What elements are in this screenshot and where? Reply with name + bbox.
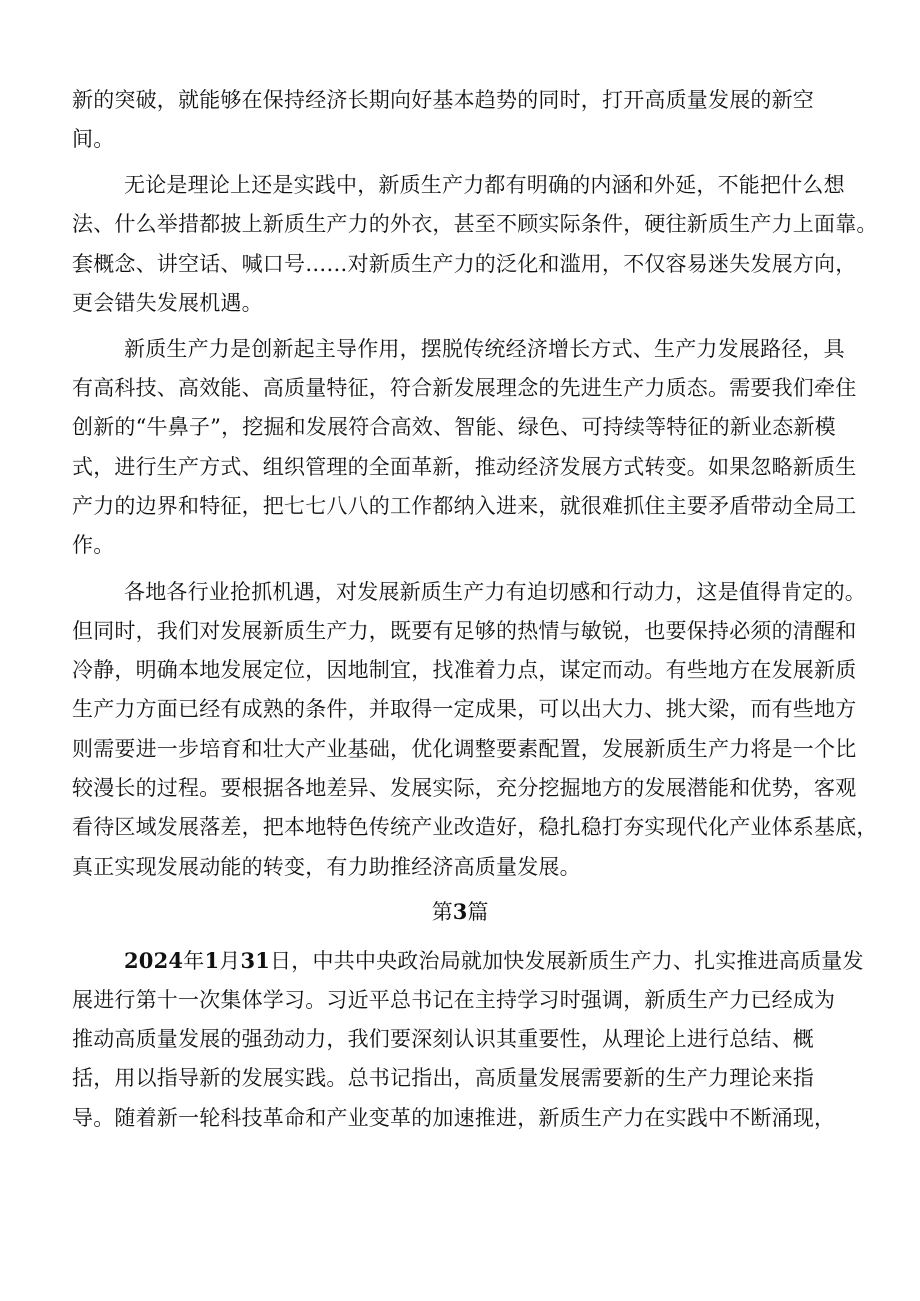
section-heading xyxy=(0,898,920,926)
date-day: 31 xyxy=(240,948,271,973)
paragraph-3-line-6: 作。 xyxy=(72,533,115,557)
paragraph-2-line-1: 无论是理论上还是实践中，新质生产力都有明确的内涵和外延，不能把什么想 xyxy=(124,173,845,197)
paragraph-4-line-4: 生产力方面已经有成熟的条件，并取得一定成果，可以出大力、挑大梁，而有些地方 xyxy=(72,697,857,721)
paragraph-4-line-2: 但同时，我们对发展新质生产力，既要有足够的热情与敏锐，也要保持必须的清醒和 xyxy=(72,619,857,643)
paragraph-3-line-2: 有高科技、高效能、高质量特征，符合新发展理念的先进生产力质态。需要我们牵住 xyxy=(72,376,857,400)
paragraph-1-line-2: 间。 xyxy=(72,127,115,151)
paragraph-3-line-4: 式，进行生产方式、组织管理的全面革新，推动经济发展方式转变。如果忽略新质生 xyxy=(72,455,857,479)
paragraph-2-line-4: 更会错失发展机遇。 xyxy=(72,291,263,315)
paragraph-4-line-7: 看待区域发展落差，把本地特色传统产业改造好，稳扎稳打夯实现代化产业体系基底， xyxy=(72,815,878,839)
paragraph-5-line-4: 括，用以指导新的发展实践。总书记指出，高质量发展需要新的生产力理论来指 xyxy=(72,1066,814,1090)
paragraph-4-line-1: 各地各行业抢抓机遇，对发展新质生产力有迫切感和行动力，这是值得肯定的。 xyxy=(124,580,866,604)
paragraph-1-line-1: 新的突破，就能够在保持经济长期向好基本趋势的同时，打开高质量发展的新空 xyxy=(72,88,814,112)
date-year-unit: 年 xyxy=(183,949,205,973)
paragraph-3-line-1: 新质生产力是创新起主导作用，摆脱传统经济增长方式、生产力发展路径，具 xyxy=(124,337,845,361)
paragraph-4-line-8: 真正实现发展动能的转变，有力助推经济高质量发展。 xyxy=(72,855,581,879)
paragraph-5-line-5: 导。随着新一轮科技革命和产业变革的加速推进，新质生产力在实践中不断涌现， xyxy=(72,1106,836,1130)
date-day-unit: 日， xyxy=(270,949,313,973)
paragraph-3-line-5: 产力的边界和特征，把七七八八的工作都纳入进来，就很难抓住主要矛盾带动全局工 xyxy=(72,494,857,518)
paragraph-2-line-2: 法、什么举措都披上新质生产力的外衣，甚至不顾实际条件，硬往新质生产力上面靠。 xyxy=(72,212,878,236)
section-heading-number: 3 xyxy=(452,899,468,924)
paragraph-3-line-3: 创新的“牛鼻子”，挖掘和发展符合高效、智能、绿色、可持续等特征的新业态新模 xyxy=(72,415,836,439)
paragraph-4-line-3: 冷静，明确本地发展定位，因地制宜，找准着力点，谋定而动。有些地方在发展新质 xyxy=(72,658,857,682)
paragraph-5-line-2: 展进行第十一次集体学习。习近平总书记在主持学习时强调，新质生产力已经成为 xyxy=(72,988,836,1012)
paragraph-2-line-3: 套概念、讲空话、喊口号……对新质生产力的泛化和滥用，不仅容易迷失发展方向， xyxy=(72,252,857,276)
paragraph-4-line-6: 较漫长的过程。要根据各地差异、发展实际，充分挖掘地方的发展潜能和优势，客观 xyxy=(72,776,857,800)
date-month: 1 xyxy=(204,948,220,973)
date-year: 2024 xyxy=(124,948,184,973)
paragraph-5-line-1 xyxy=(124,947,864,975)
section-heading-prefix: 第 xyxy=(431,900,453,924)
paragraph-5-line-1-text: 中共中央政治局就加快发展新质生产力、扎实推进高质量发 xyxy=(312,949,864,973)
date-month-unit: 月 xyxy=(219,949,241,973)
paragraph-4-line-5: 则需要进一步培育和壮大产业基础，优化调整要素配置，发展新质生产力将是一个比 xyxy=(72,737,857,761)
section-heading-suffix: 篇 xyxy=(467,900,489,924)
paragraph-5-line-3: 推动高质量发展的强劲动力，我们要深刻认识其重要性，从理论上进行总结、概 xyxy=(72,1027,814,1051)
